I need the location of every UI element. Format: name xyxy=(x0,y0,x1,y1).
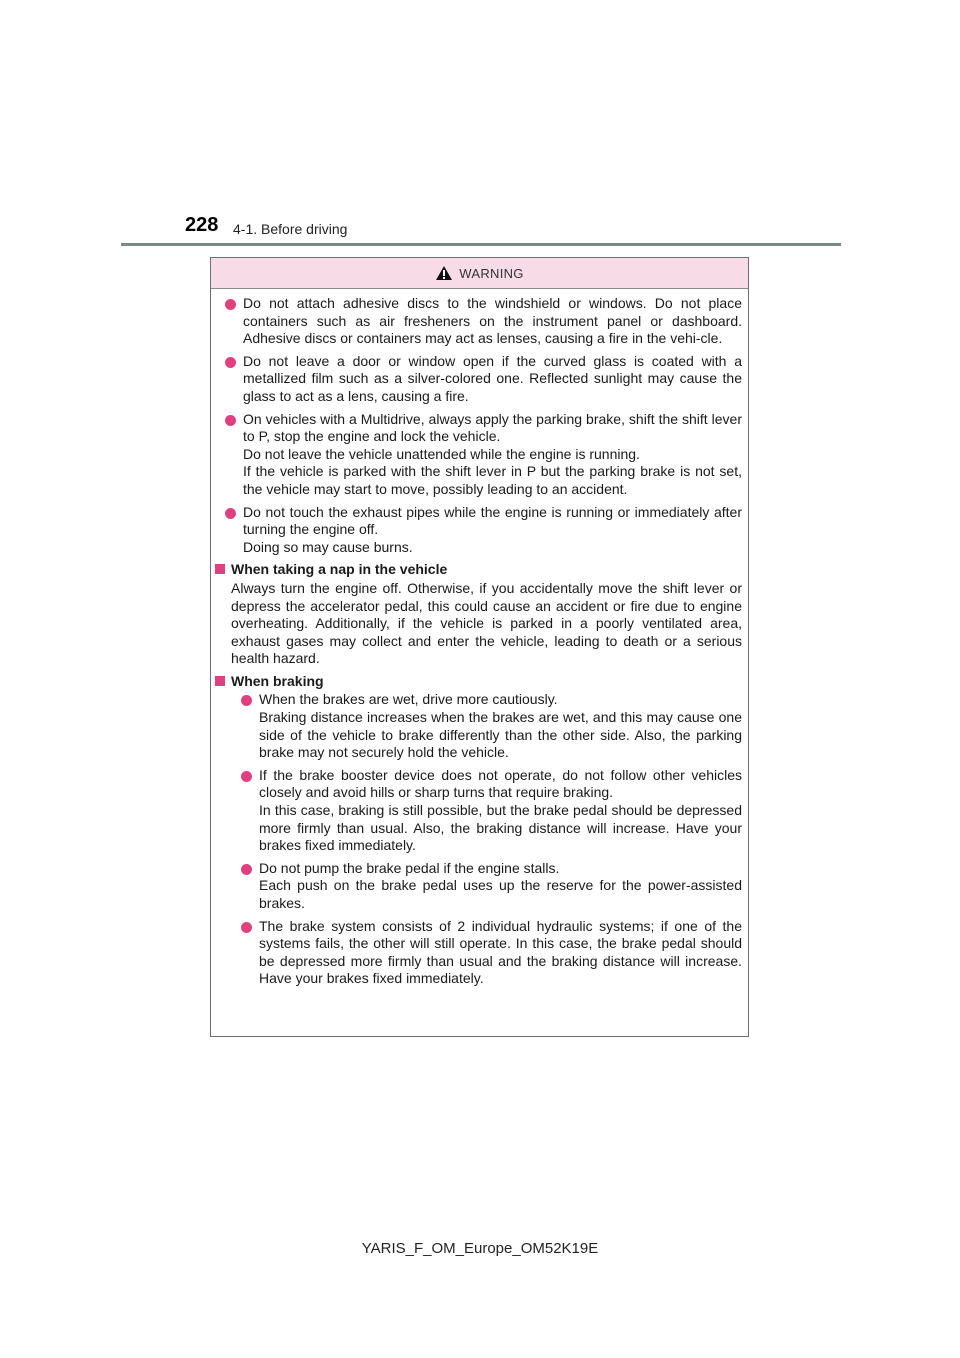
braking-item-text: Do not pump the brake pedal if the engine stalls. xyxy=(259,859,560,876)
header-rule xyxy=(121,243,841,246)
nap-text xyxy=(215,580,742,668)
warning-box xyxy=(210,257,749,1037)
page-number: 228 xyxy=(185,214,219,236)
bullet-icon xyxy=(241,771,252,782)
warning-item-text: Do not leave the vehicle unattended while the engine is running. xyxy=(243,445,640,462)
warning-item-text: Do not attach adhesive discs to the windshield or windows. Do not place containers such as air fresheners on the instrument panel or dashboard. Adhesive discs or containers may act as lenses, causing a fire in the vehi-cle. xyxy=(243,295,742,347)
braking-item-hydraulic xyxy=(231,918,742,988)
square-bullet-icon xyxy=(215,676,225,686)
braking-item-text: If the brake booster device does not operate, do not follow other vehicles closely and avoid hills or sharp turns that require braking. xyxy=(259,766,742,801)
footer-doc-code: YARIS_F_OM_Europe_OM52K19E xyxy=(361,1240,599,1257)
bullet-icon xyxy=(225,357,236,368)
warning-body xyxy=(211,289,748,988)
warning-item-text: Do not touch the exhaust pipes while the engine is running or immediately after turning the engine off. xyxy=(243,503,742,538)
warning-item-text: If the vehicle is parked with the shift lever in P but the parking brake is not set, the vehicle may start to move, possibly leading to an accident. xyxy=(243,463,742,497)
nap-heading-text: When taking a nap in the vehicle xyxy=(231,561,448,578)
warning-item-text: Doing so may cause burns. xyxy=(243,538,413,555)
warning-item-adhesive xyxy=(215,295,742,348)
bullet-icon xyxy=(241,922,252,933)
braking-item-text: In this case, braking is still possible, but the brake pedal should be depressed more firmly than usual. Also, the braking distance will increase. Have your brakes fixed immediately. xyxy=(259,802,742,854)
braking-item-booster xyxy=(231,767,742,855)
bullet-icon xyxy=(241,864,252,875)
warning-item-multidrive xyxy=(215,411,742,499)
braking-heading-text: When braking xyxy=(231,672,324,689)
nap-heading xyxy=(215,561,742,579)
warning-triangle-icon xyxy=(435,265,453,281)
square-bullet-icon xyxy=(215,564,225,574)
braking-item-pump xyxy=(231,860,742,913)
braking-item-text: The brake system consists of 2 individual hydraulic systems; if one of the systems fails, the other will still operate. In this case, the brake pedal should be depressed more firmly than usual and the braking distance will increase. Have your brakes fixed immediately. xyxy=(259,917,742,987)
braking-item-text: Braking distance increases when the brakes are wet, and this may cause one side of the vehicle to brake differently than the other side. Also, the parking brake may not securely hold the vehicle. xyxy=(259,709,742,761)
braking-heading xyxy=(215,673,742,691)
braking-item-text: When the brakes are wet, drive more cautiously. xyxy=(259,691,558,708)
warning-label: WARNING xyxy=(459,265,524,281)
warning-item-text: On vehicles with a Multidrive, always apply the parking brake, shift the shift lever to P, stop the engine and lock the vehicle. xyxy=(243,410,742,445)
braking-item-wet xyxy=(231,691,742,761)
bullet-icon xyxy=(225,415,236,426)
warning-header xyxy=(211,258,748,289)
braking-item-text: Each push on the brake pedal uses up the reserve for the power-assisted brakes. xyxy=(259,877,742,911)
section-title: 4-1. Before driving xyxy=(233,221,348,237)
nap-paragraph: Always turn the engine off. Otherwise, if you accidentally move the shift lever or depress the accelerator pedal, this could cause an accident or fire due to engine overheating. Additionally, if the vehicle is parked in a poorly ventilated area, exhaust gases may collect and enter the vehicle, leading to death or a serious health hazard. xyxy=(231,579,742,667)
warning-item-exhaust xyxy=(215,504,742,557)
braking-list xyxy=(215,691,742,988)
bullet-icon xyxy=(241,695,252,706)
warning-item-open-window xyxy=(215,353,742,406)
warning-item-text: Do not leave a door or window open if the curved glass is coated with a metallized film such as a silver-colored one. Reflected sunlight may cause the glass to act as a lens, causing a fire. xyxy=(243,352,742,404)
bullet-icon xyxy=(225,508,236,519)
bullet-icon xyxy=(225,299,236,310)
